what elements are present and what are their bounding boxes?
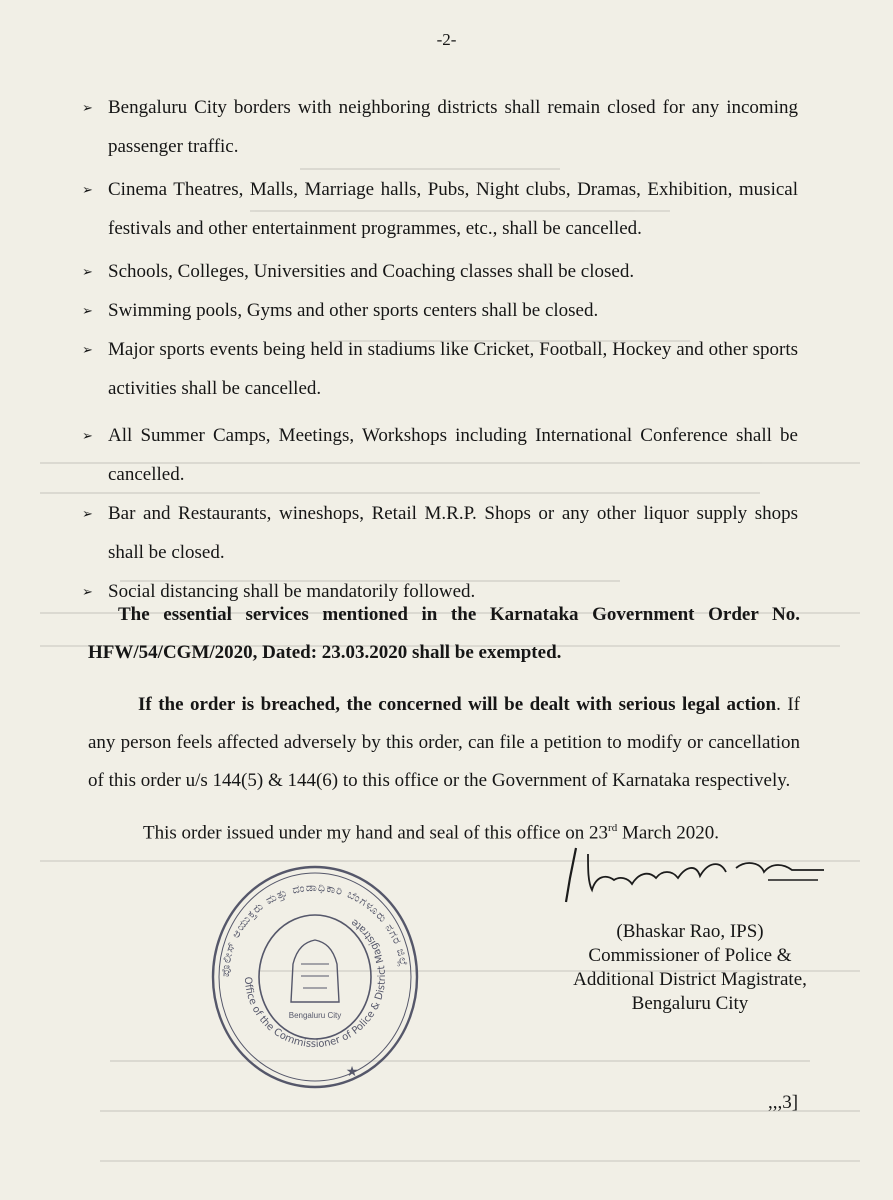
svg-text:ಪೊಲೀಸ್ ಆಯುಕ್ತರು ಮತ್ತು ದಂಡಾಧಿಕಾ: ಪೊಲೀಸ್ ಆಯುಕ್ತರು ಮತ್ತು ದಂಡಾಧಿಕಾರಿ ಬೆಂಗಳೂರು ನಗರ ಜಿಲ್ಲೆ	[218, 880, 411, 978]
list-item	[78, 88, 798, 166]
list-item-text: Social distancing shall be mandatorily followed.	[108, 581, 476, 602]
arrow-bullet-icon: ➢	[82, 303, 93, 318]
list-item-text: Bar and Restaurants, wineshops, Retail M.R.P. Shops or any other liquor supply shops shall be closed.	[108, 503, 798, 563]
svg-text:★: ★	[345, 1064, 359, 1080]
signatory-place: Bengaluru City	[631, 993, 749, 1014]
svg-text:Office of the Commissioner of: Office of the Commissioner of Police & District Magistrate	[241, 916, 389, 1051]
list-item-text: Bengaluru City borders with neighboring districts shall remain closed for any incoming passenger traffic.	[108, 97, 798, 157]
list-item-text: Schools, Colleges, Universities and Coaching classes shall be closed.	[108, 261, 635, 282]
arrow-bullet-icon: ➢	[82, 584, 93, 599]
breach-rest-text: . If any person feels affected adversely by this order, can file a petition to modify or cancellation of this order u/s 144(5) & 144(6) to this office or the Government of Karnataka respectively.	[88, 694, 801, 791]
list-item	[78, 330, 798, 408]
list-item	[78, 416, 798, 494]
list-item	[78, 252, 798, 291]
arrow-bullet-icon: ➢	[82, 506, 93, 521]
list-item-text: All Summer Camps, Meetings, Workshops including International Conference shall be cancelled.	[108, 425, 798, 485]
page-number: -2-	[436, 30, 457, 49]
list-item	[78, 170, 798, 248]
issued-date: March 2020.	[617, 822, 720, 844]
list-item-text: Cinema Theatres, Malls, Marriage halls, Pubs, Night clubs, Dramas, Exhibition, musical festivals and other entertainment programmes, etc., shall be cancelled.	[108, 179, 798, 239]
arrow-bullet-icon: ➢	[82, 264, 93, 279]
breach-bold-text: If the order is breached, the concerned will be dealt with serious legal action	[138, 694, 777, 715]
signatory-title-1: Commissioner of Police &	[588, 945, 792, 966]
essential-services-paragraph: The essential services mentioned in the Karnataka Government Order No. HFW/54/CGM/2020, Dated: 23.03.2020 shall be exempted.	[88, 604, 800, 663]
bullet-list	[78, 88, 798, 611]
issued-text: This order issued under my hand and seal of this office on 23	[143, 822, 609, 844]
list-item	[78, 291, 798, 330]
breach-paragraph	[88, 686, 800, 800]
arrow-bullet-icon: ➢	[82, 428, 93, 443]
continuation-marker: ,,,3]	[768, 1092, 799, 1113]
signature-image	[548, 840, 828, 910]
signatory-name: (Bhaskar Rao, IPS)	[616, 921, 764, 942]
signatory-title-2: Additional District Magistrate,	[573, 969, 807, 990]
issued-superscript: rd	[608, 822, 618, 834]
svg-text:Bengaluru City: Bengaluru City	[288, 1011, 342, 1020]
arrow-bullet-icon: ➢	[82, 182, 93, 197]
signatory-block	[560, 920, 820, 1016]
list-item-text: Swimming pools, Gyms and other sports centers shall be closed.	[108, 300, 599, 321]
list-item-text: Major sports events being held in stadiums like Cricket, Football, Hockey and other sports activities shall be cancelled.	[108, 339, 798, 399]
arrow-bullet-icon: ➢	[82, 100, 93, 115]
office-seal-image	[205, 852, 425, 1092]
list-item	[78, 494, 798, 572]
arrow-bullet-icon: ➢	[82, 342, 93, 357]
